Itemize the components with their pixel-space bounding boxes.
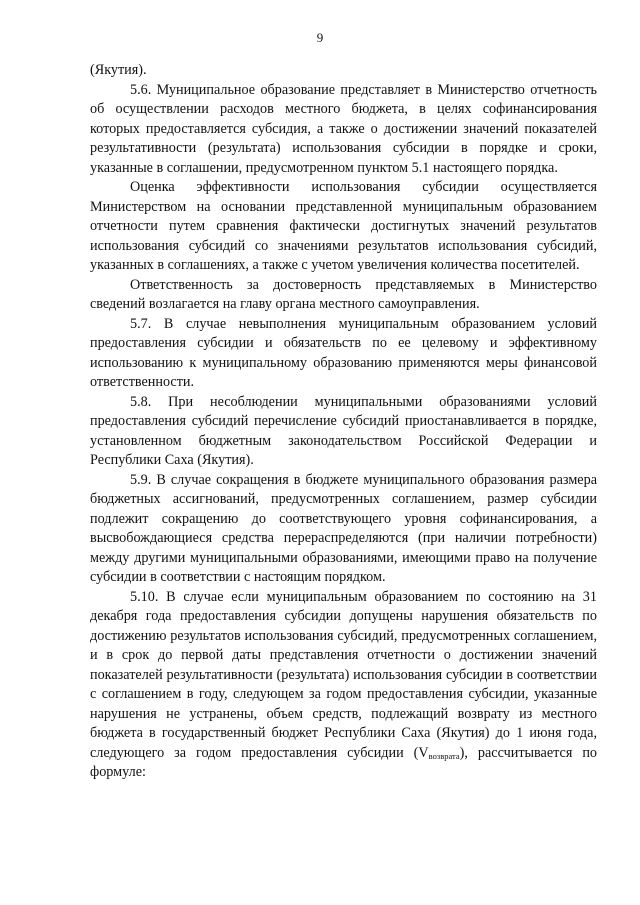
paragraph-5-7: 5.7. В случае невыполнения муниципальным образованием условий предоставления субсидии и обязательств по ее целевому и эффективному использованию к муниципальному образованию применяются меры финансовой ответственности. [90,315,597,390]
paragraph-continuation: (Якутия). [90,62,147,78]
paragraph-efficiency-assessment: Оценка эффективности использования субсидии осуществляется Министерством на основании представленной муниципальным образованием отчетности путем сравнения фактически достигнутых значений результатов использования субсидий со значениями результатов использования субсидий, указанных в соглашениях, а также с учетом увеличения количества посетителей. [90,179,597,273]
paragraph-5-10 [90,588,597,783]
paragraph-responsibility: Ответственность за достоверность представляемых в Министерство сведений возлагается на главу органа местного самоуправления. [90,276,597,312]
document-body [90,61,597,783]
paragraph-5-9: 5.9. В случае сокращения в бюджете муниципального образования размера бюджетных ассигнований, предусмотренных соглашением, размер субсидии подлежит сокращению до соответствующего уровня софинансирования, а высвобождающиеся средства перераспределяются (при наличии потребности) между другими муниципальными образованиями, имеющими право на получение субсидии в соответствии с настоящим порядком. [90,471,597,585]
paragraph-5-6: 5.6. Муниципальное образование представляет в Министерство отчетность об осуществлении расходов местного бюджета, в целях софинансирования которых предоставляется субсидия, а также о достижении значений показателей результативности (результата) использования субсидии в порядке и сроки, указанные в соглашении, предусмотренном пунктом 5.1 настоящего порядка. [90,81,597,176]
v-return-subscript: возврата [428,750,460,761]
paragraph-5-10-text: 5.10. В случае если муниципальным образованием по состоянию на 31 декабря года предоставления субсидии допущены нарушения обязательств по достижению результатов использования субсидий, предусмотренных соглашением, и в срок до первой даты представления отчетности о достижении значений показателей результативности (результата) использования субсидии в соответствии с соглашением в году, следующем за годом предоставления субсидии, указанные нарушения не устранены, объем средств, подлежащий возврату из местного бюджета в государственный бюджет Республики Саха (Якутия) до 1 июня года, следующего за годом предоставления субсидии (V [90,588,597,761]
page-number: 9 [316,30,324,45]
paragraph-5-8: 5.8. При несоблюдении муниципальными образованиями условий предоставления субсидий перечисление субсидий приостанавливается в порядке, установленном бюджетным законодательством Российской Федерации и Республики Саха (Якутия). [90,393,597,468]
paragraph-5-10-tail: ), рассчитывается по формуле: [90,744,598,780]
